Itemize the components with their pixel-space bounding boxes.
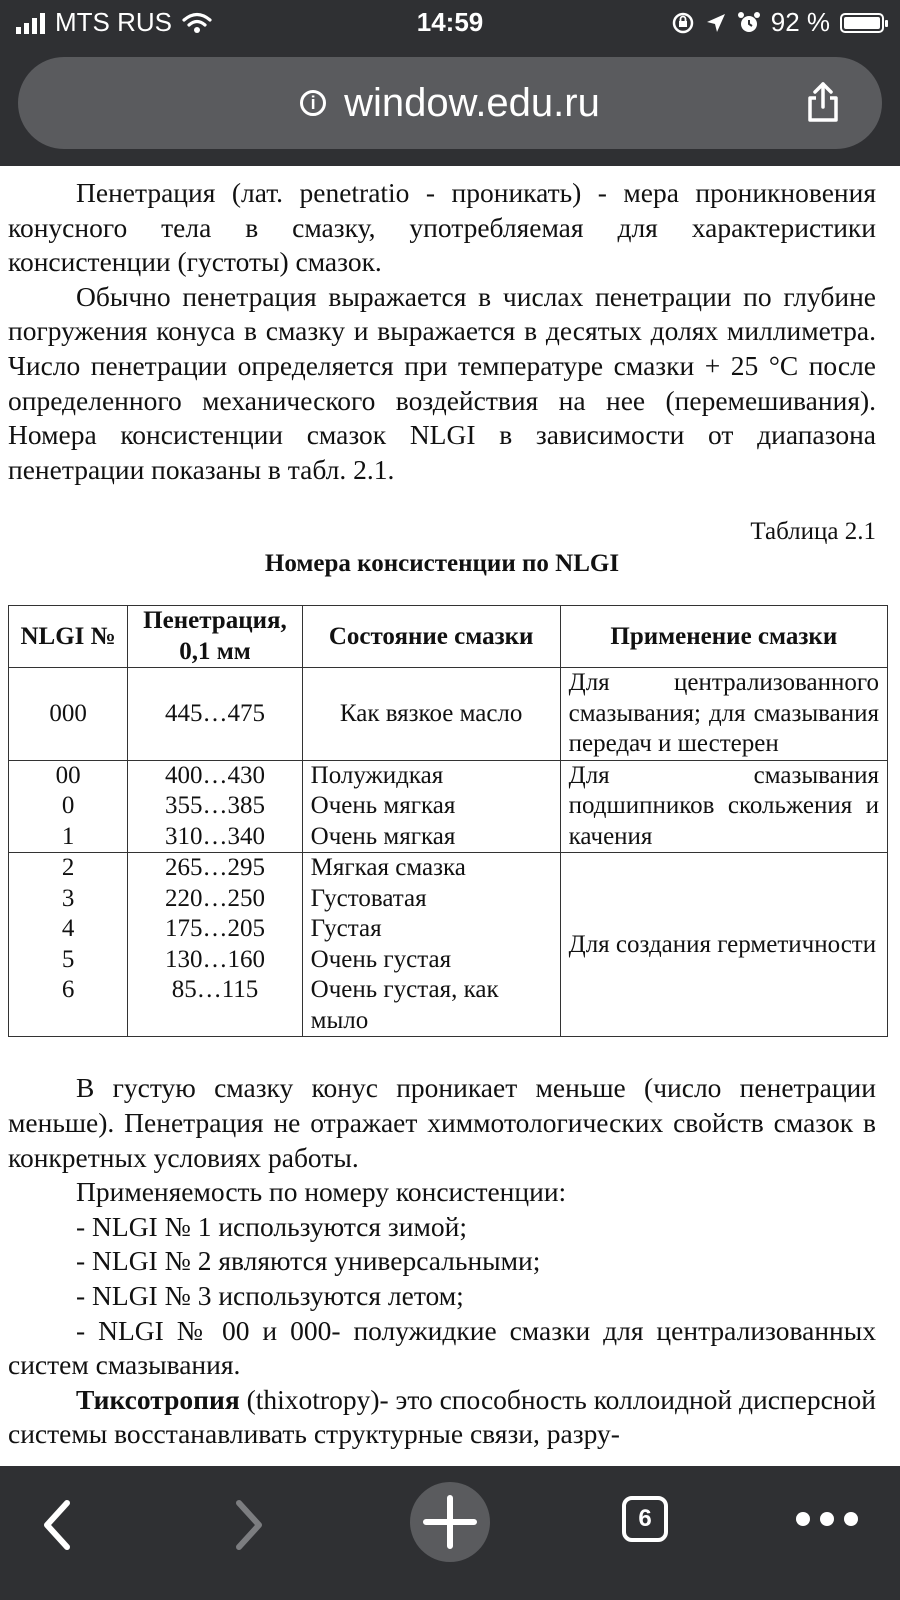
plus-icon	[410, 1482, 490, 1562]
nlgi-table	[8, 605, 888, 1037]
location-icon	[705, 12, 727, 34]
thixotropy-term: Тиксотропия	[76, 1383, 240, 1415]
paragraph: В густую смазку конус проникает меньше (число пенетрации меньше). Пенетрация не отражает химмотологических свойств смазок в конкретных условиях работы.	[8, 1072, 876, 1173]
header-nlgi: NLGI №	[9, 606, 128, 668]
table-title: Номера консистенции по NLGI	[264, 550, 620, 578]
cell-penetration: 265…295 220…250 175…205 130…160 85…115	[128, 853, 302, 1037]
address-bar[interactable]	[18, 57, 882, 149]
cell-nlgi: 2 3 4 5 6	[9, 853, 128, 1037]
chevron-right-icon	[229, 1497, 269, 1553]
browser-top-bar	[0, 0, 900, 166]
list-item: - NLGI № 00 и 000- полужидкие смазки для централизованных систем смазывания.	[8, 1314, 876, 1381]
new-tab-button[interactable]	[410, 1482, 490, 1562]
cell-state: Как вязкое масло	[302, 668, 560, 761]
status-bar	[0, 0, 900, 46]
status-right	[671, 7, 884, 38]
cell-nlgi: 00 0 1	[9, 760, 128, 853]
header-state: Состояние смазки	[302, 606, 560, 668]
table-row	[9, 853, 888, 1037]
info-icon[interactable]: i	[300, 90, 326, 116]
chevron-left-icon	[37, 1497, 77, 1553]
thixotropy-text: (thixotropy)- это способность коллоидной дисперсной системы восстанавливать структурные связи, разру-	[8, 1383, 876, 1450]
battery-percent: 92 %	[770, 7, 830, 37]
cell-penetration: 445…475	[128, 668, 302, 761]
alarm-icon	[737, 11, 761, 35]
paragraph: Обычно пенетрация выражается в числах пенетрации по глубине погружения конуса в смазку и выражается в десятых долях миллиметра. Число пенетрации определяется при температуре смазки + 25 °С после определенного механического воздействия на нее (перемешивания). Номера консистенции смазок NLGI в зависимости от диапазона пенетрации показаны в табл. 2.1.	[8, 280, 876, 485]
clock: 14:59	[416, 7, 484, 37]
cell-nlgi: 000	[9, 668, 128, 761]
share-icon[interactable]	[800, 79, 846, 125]
more-menu-icon[interactable]	[796, 1512, 858, 1526]
header-use: Применение смазки	[560, 606, 887, 668]
cell-use: Для смазывания подшипников скольжения и качения	[560, 760, 887, 853]
cell-penetration: 400…430 355…385 310…340	[128, 760, 302, 853]
cell-state: Мягкая смазка Густоватая Густая Очень густая Очень густая, как мыло	[302, 853, 560, 1037]
list-item: - NLGI № 2 являются универсальными;	[76, 1245, 541, 1277]
list-item: - NLGI № 1 используются зимой;	[76, 1210, 468, 1242]
paragraph: Пенетрация (лат. penetratio - проникать) - мера проникновения конусного тела в смазку, употребляемая для характеристики консистенции (густоты) смазок.	[8, 177, 876, 278]
orientation-lock-icon	[671, 11, 695, 35]
table-row	[9, 668, 888, 761]
cell-use: Для централизованного смазывания; для смазывания передач и шестерен	[560, 668, 887, 761]
forward-button[interactable]	[214, 1490, 284, 1560]
carrier-name: MTS RUS	[55, 7, 172, 37]
cell-use: Для создания герметичности	[560, 853, 887, 1037]
table-row	[9, 760, 888, 853]
thixotropy-paragraph	[8, 1383, 876, 1452]
url-text[interactable]: window.edu.ru	[344, 80, 600, 125]
back-button[interactable]	[22, 1490, 92, 1560]
table-caption: Таблица 2.1	[750, 518, 876, 546]
table-header-row	[9, 606, 888, 668]
cell-state: Полужидкая Очень мягкая Очень мягкая	[302, 760, 560, 853]
paragraph: Применяемость по номеру консистенции:	[76, 1176, 567, 1208]
browser-bottom-bar	[0, 1466, 900, 1600]
list-item: - NLGI № 3 используются летом;	[76, 1279, 464, 1311]
battery-icon	[840, 13, 884, 33]
header-penetration: Пенетрация, 0,1 мм	[128, 606, 302, 668]
page-content	[8, 176, 879, 1452]
tabs-button[interactable]: 6	[622, 1496, 668, 1542]
